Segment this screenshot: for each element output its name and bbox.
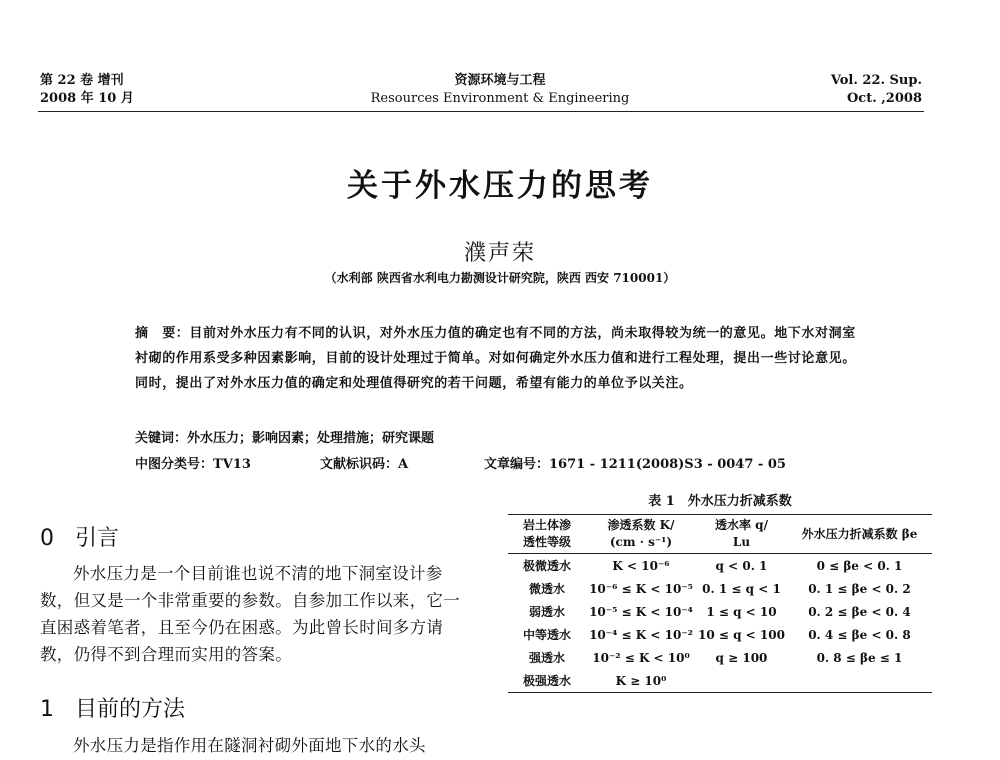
table-row [508,623,932,646]
header-text: 外水压力折减系数 βe [801,526,918,541]
table-cell: 0. 1 ≤ βe < 0. 2 [808,581,911,596]
table-cell: 中等透水 [522,628,571,642]
table-cell: 极强透水 [522,674,571,688]
section-number-1: 1 [40,697,54,722]
table-cell [696,669,787,693]
section-title-0: 引言 [74,526,119,551]
header-text: 渗透系数 K/ [607,518,675,532]
table-row [508,646,932,669]
table-cell: 10⁻⁶ ≤ K < 10⁻⁵ [589,581,693,596]
keywords [135,427,434,446]
table-cell: 极微透水 [522,559,571,573]
header-permeability-rate [696,515,787,554]
table-row [508,669,932,693]
table-row [508,554,932,578]
table-cell: K < 10⁻⁶ [612,558,670,573]
table-cell: 强透水 [528,651,565,665]
paper-title: 关于外水压力的思考 [347,168,653,204]
table-cell: 10⁻⁴ ≤ K < 10⁻² [589,627,693,642]
header-journal-en: Resources Environment & Engineering [370,91,630,106]
table-cell: 0. 8 ≤ βe ≤ 1 [816,650,903,665]
article-value: 1671 - 1211(2008)S3 - 0047 - 05 [549,457,786,472]
paragraph: 外水压力是一个目前谁也说不清的地下洞室设计参数，但又是一个非常重要的参数。自参加工作以来，它一直困惑着笔者，且至今仍在困惑。为此曾长时间多方请教，仍得不到合理而实用的答案。 [40,564,460,664]
header-text: 岩土体渗 [522,518,571,532]
article-number [484,453,786,472]
table-cell: 10⁻⁵ ≤ K < 10⁻⁴ [589,604,693,619]
abstract-label: 摘 要： [135,326,190,341]
table-cell: 0. 1 ≤ q < 1 [702,581,781,596]
author-name: 濮声荣 [463,241,536,266]
abstract-text: 目前对外水压力有不同的认识，对外水压力值的确定也有不同的方法，尚未取得较为统一的意见。地下水对洞室衬砌的作用系受多种因素影响，目前的设计处理过于简单。对如何确定外水压力值和进行工程处理，提出一些讨论意见。同时，提出了对外水压力值的确定和处理值得研究的若干问题，希望有能力的单位予以关注。 [135,326,856,391]
section-number-0: 0 [40,526,54,551]
abstract [135,321,865,396]
section-1-body [40,732,470,759]
header-journal-cn: 资源环境与工程 [454,73,546,88]
document-code [320,453,408,472]
table-cell: 微透水 [528,582,565,596]
table-cell: 1 ≤ q < 10 [706,604,777,619]
doc-value: A [398,457,409,472]
header-date-en: Oct. ,2008 [846,91,922,106]
table-cell: 10⁻² ≤ K < 10⁰ [592,650,690,665]
section-0-body [40,560,470,668]
header-rule [38,111,924,112]
header-permeability-grade [508,515,586,554]
table-cell [787,669,932,693]
paragraph: 外水压力是指作用在隧洞衬砌外面地下水的水头 [73,736,426,755]
header-text: Lu [732,535,751,549]
clc-label: 中图分类号： [135,457,214,472]
clc-value: TV13 [213,457,251,472]
keywords-label: 关键词： [135,431,188,446]
section-heading-1 [40,692,185,723]
table-cell: 0. 2 ≤ βe < 0. 4 [808,604,911,619]
clc-number [135,453,251,472]
author-affiliation: （水利部 陕西省水利电力勘测设计研究院，陕西 西安 710001） [324,271,676,285]
header-volume-en: Vol. 22. Sup. [830,73,922,88]
section-heading-0 [40,521,119,552]
table-row [508,577,932,600]
table-cell: q < 0. 1 [715,558,768,573]
table-cell: 0. 4 ≤ βe < 0. 8 [808,627,911,642]
table-header-row [508,515,932,554]
article-label: 文章编号： [484,457,550,472]
table-cell: 0 ≤ βe < 0. 1 [816,558,903,573]
header-text: 透性等级 [522,535,571,549]
reduction-coefficient-table [508,514,932,693]
table-cell: 弱透水 [528,605,565,619]
doc-label: 文献标识码： [320,457,399,472]
header-date: 2008 年 10 月 [40,91,134,106]
table-row [508,600,932,623]
header-permeability-coefficient [586,515,696,554]
section-title-1: 目前的方法 [74,697,185,722]
table-cell: 10 ≤ q < 100 [698,627,785,642]
header-text: (cm · s⁻¹) [609,535,673,549]
table-caption: 表 1 外水压力折减系数 [648,494,792,509]
header-volume: 第 22 卷 增刊 [40,73,124,88]
table-cell: K ≥ 10⁰ [615,673,667,688]
table-cell: q ≥ 100 [715,650,768,665]
keywords-text: 外水压力；影响因素；处理措施；研究课题 [187,431,435,446]
header-text: 透水率 q/ [715,518,768,532]
header-reduction-coefficient [787,515,932,554]
